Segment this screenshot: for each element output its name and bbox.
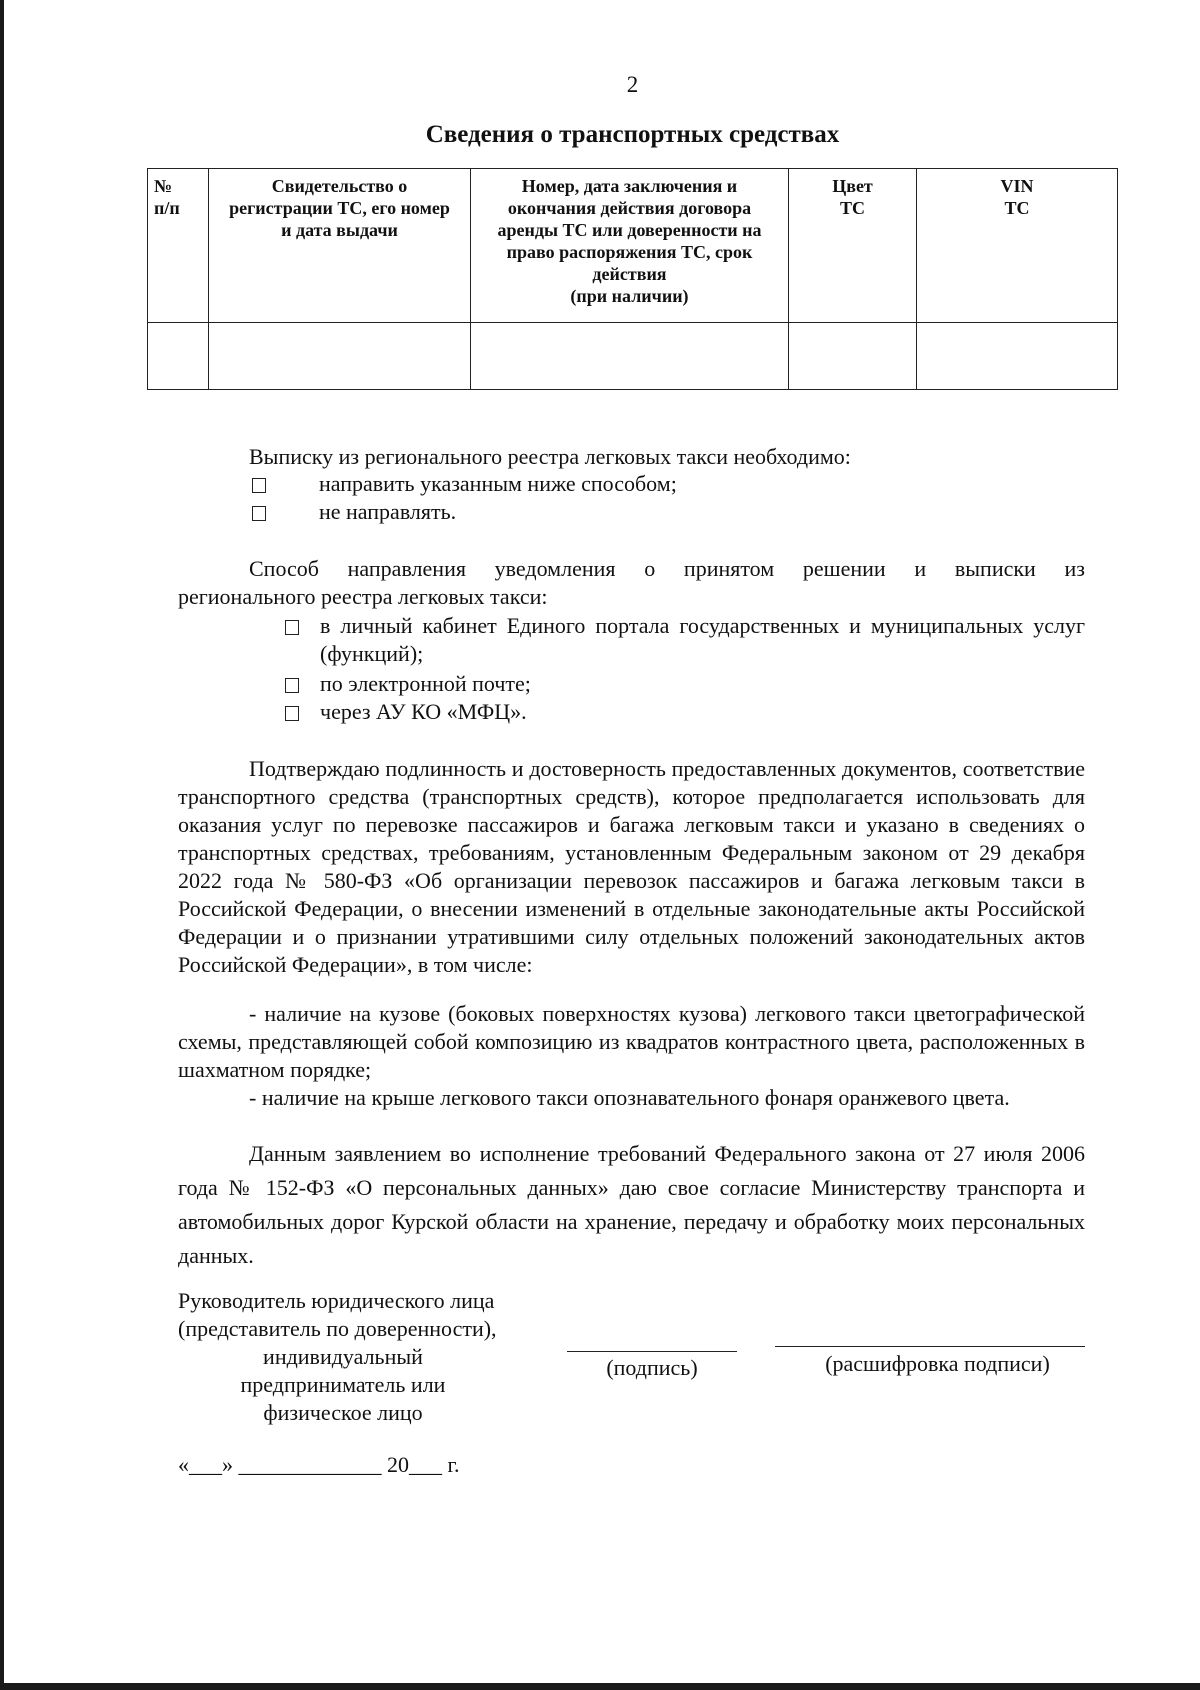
method-option-portal[interactable] xyxy=(285,612,1085,668)
table-row xyxy=(148,323,1118,390)
header-lease-contract: Номер, дата заключения и окончания действия договора аренды ТС или доверенности на право распоряжения ТС, срок действия (при наличии) xyxy=(471,169,789,323)
header-color: Цвет ТС xyxy=(789,169,917,323)
extract-intro: Выписку из регионального реестра легковых такси необходимо: xyxy=(249,444,851,469)
header-registration-certificate: Свидетельство о регистрации ТС, его номер и дата выдачи xyxy=(209,169,471,323)
table-header-row xyxy=(148,169,1118,323)
checkbox[interactable] xyxy=(252,478,266,493)
extract-option-send[interactable] xyxy=(252,470,852,498)
signature-field[interactable] xyxy=(567,1351,737,1352)
header-vin: VIN ТС xyxy=(917,169,1118,323)
table-cell[interactable] xyxy=(148,323,209,390)
consent-paragraph: Данным заявлением во исполнение требований Федерального закона от 27 июля 2006 года № 152-ФЗ «О персональных данных» даю свое согласие Министерству транспорта и автомобильных дорог Курской области на хранение, передачу и обработку моих персональных данных. xyxy=(178,1141,1085,1268)
checkbox[interactable] xyxy=(285,678,299,693)
confirmation-item-color-scheme: - наличие на кузове (боковых поверхностях кузова) легкового такси цветографической схемы, представляющей собой композицию из квадратов контрастного цвета, расположенных в шахматном порядке; xyxy=(178,1001,1085,1082)
page-number: 2 xyxy=(626,72,639,97)
method-intro-line1: Способ направления уведомления о принятом решении и выписки из xyxy=(249,556,1085,581)
option-label: через АУ КО «МФЦ». xyxy=(320,699,527,724)
confirmation-item-roof-lamp: - наличие на крыше легкового такси опознавательного фонаря оранжевого цвета. xyxy=(249,1085,1010,1110)
table-cell[interactable] xyxy=(471,323,789,390)
scan-edge-bottom xyxy=(0,1683,1200,1690)
checkbox[interactable] xyxy=(252,506,266,521)
scan-edge-left xyxy=(0,0,4,1690)
checkbox[interactable] xyxy=(285,706,299,721)
option-label: в личный кабинет Единого портала государственных и муниципальных услуг (функций); xyxy=(320,613,1085,666)
page-title: Сведения о транспортных средствах xyxy=(425,121,840,148)
date-field[interactable]: «___» _____________ 20___ г. xyxy=(178,1452,460,1477)
table-cell[interactable] xyxy=(209,323,471,390)
checkbox[interactable] xyxy=(285,620,299,635)
signature-name-field[interactable] xyxy=(775,1346,1085,1347)
table-cell[interactable] xyxy=(789,323,917,390)
option-label: не направлять. xyxy=(319,499,457,524)
option-label: направить указанным ниже способом; xyxy=(319,471,677,496)
method-intro-line2: регионального реестра легковых такси: xyxy=(178,584,548,609)
signatory-role: Руководитель юридического лица (представитель по доверенности), индивидуальный предприниматель или физическое лицо xyxy=(178,1288,497,1425)
vehicles-table xyxy=(147,168,1118,390)
signature-name-caption: (расшифровка подписи) xyxy=(825,1351,1050,1376)
extract-option-do-not-send[interactable] xyxy=(252,498,852,526)
header-number: № п/п xyxy=(148,169,209,323)
option-label: по электронной почте; xyxy=(320,671,531,696)
table-cell[interactable] xyxy=(917,323,1118,390)
confirmation-paragraph: Подтверждаю подлинность и достоверность предоставленных документов, соответствие транспортного средства (транспортных средств), которое предполагается использовать для оказания услуг по перевозке пассажиров и багажа легковым такси и указано в сведениях о транспортных средствах, требованиям, установленным Федеральным законом от 29 декабря 2022 года № 580-ФЗ «Об организации перевозок пассажиров и багажа легковым такси в Российской Федерации, о внесении изменений в отдельные законодательные акты Российской Федерации и о признании утратившими силу отдельных положений законодательных актов Российской Федерации», в том числе: xyxy=(178,756,1085,977)
signature-caption: (подпись) xyxy=(606,1355,698,1380)
method-option-email[interactable] xyxy=(285,670,1085,698)
method-option-mfc[interactable] xyxy=(285,698,1085,726)
